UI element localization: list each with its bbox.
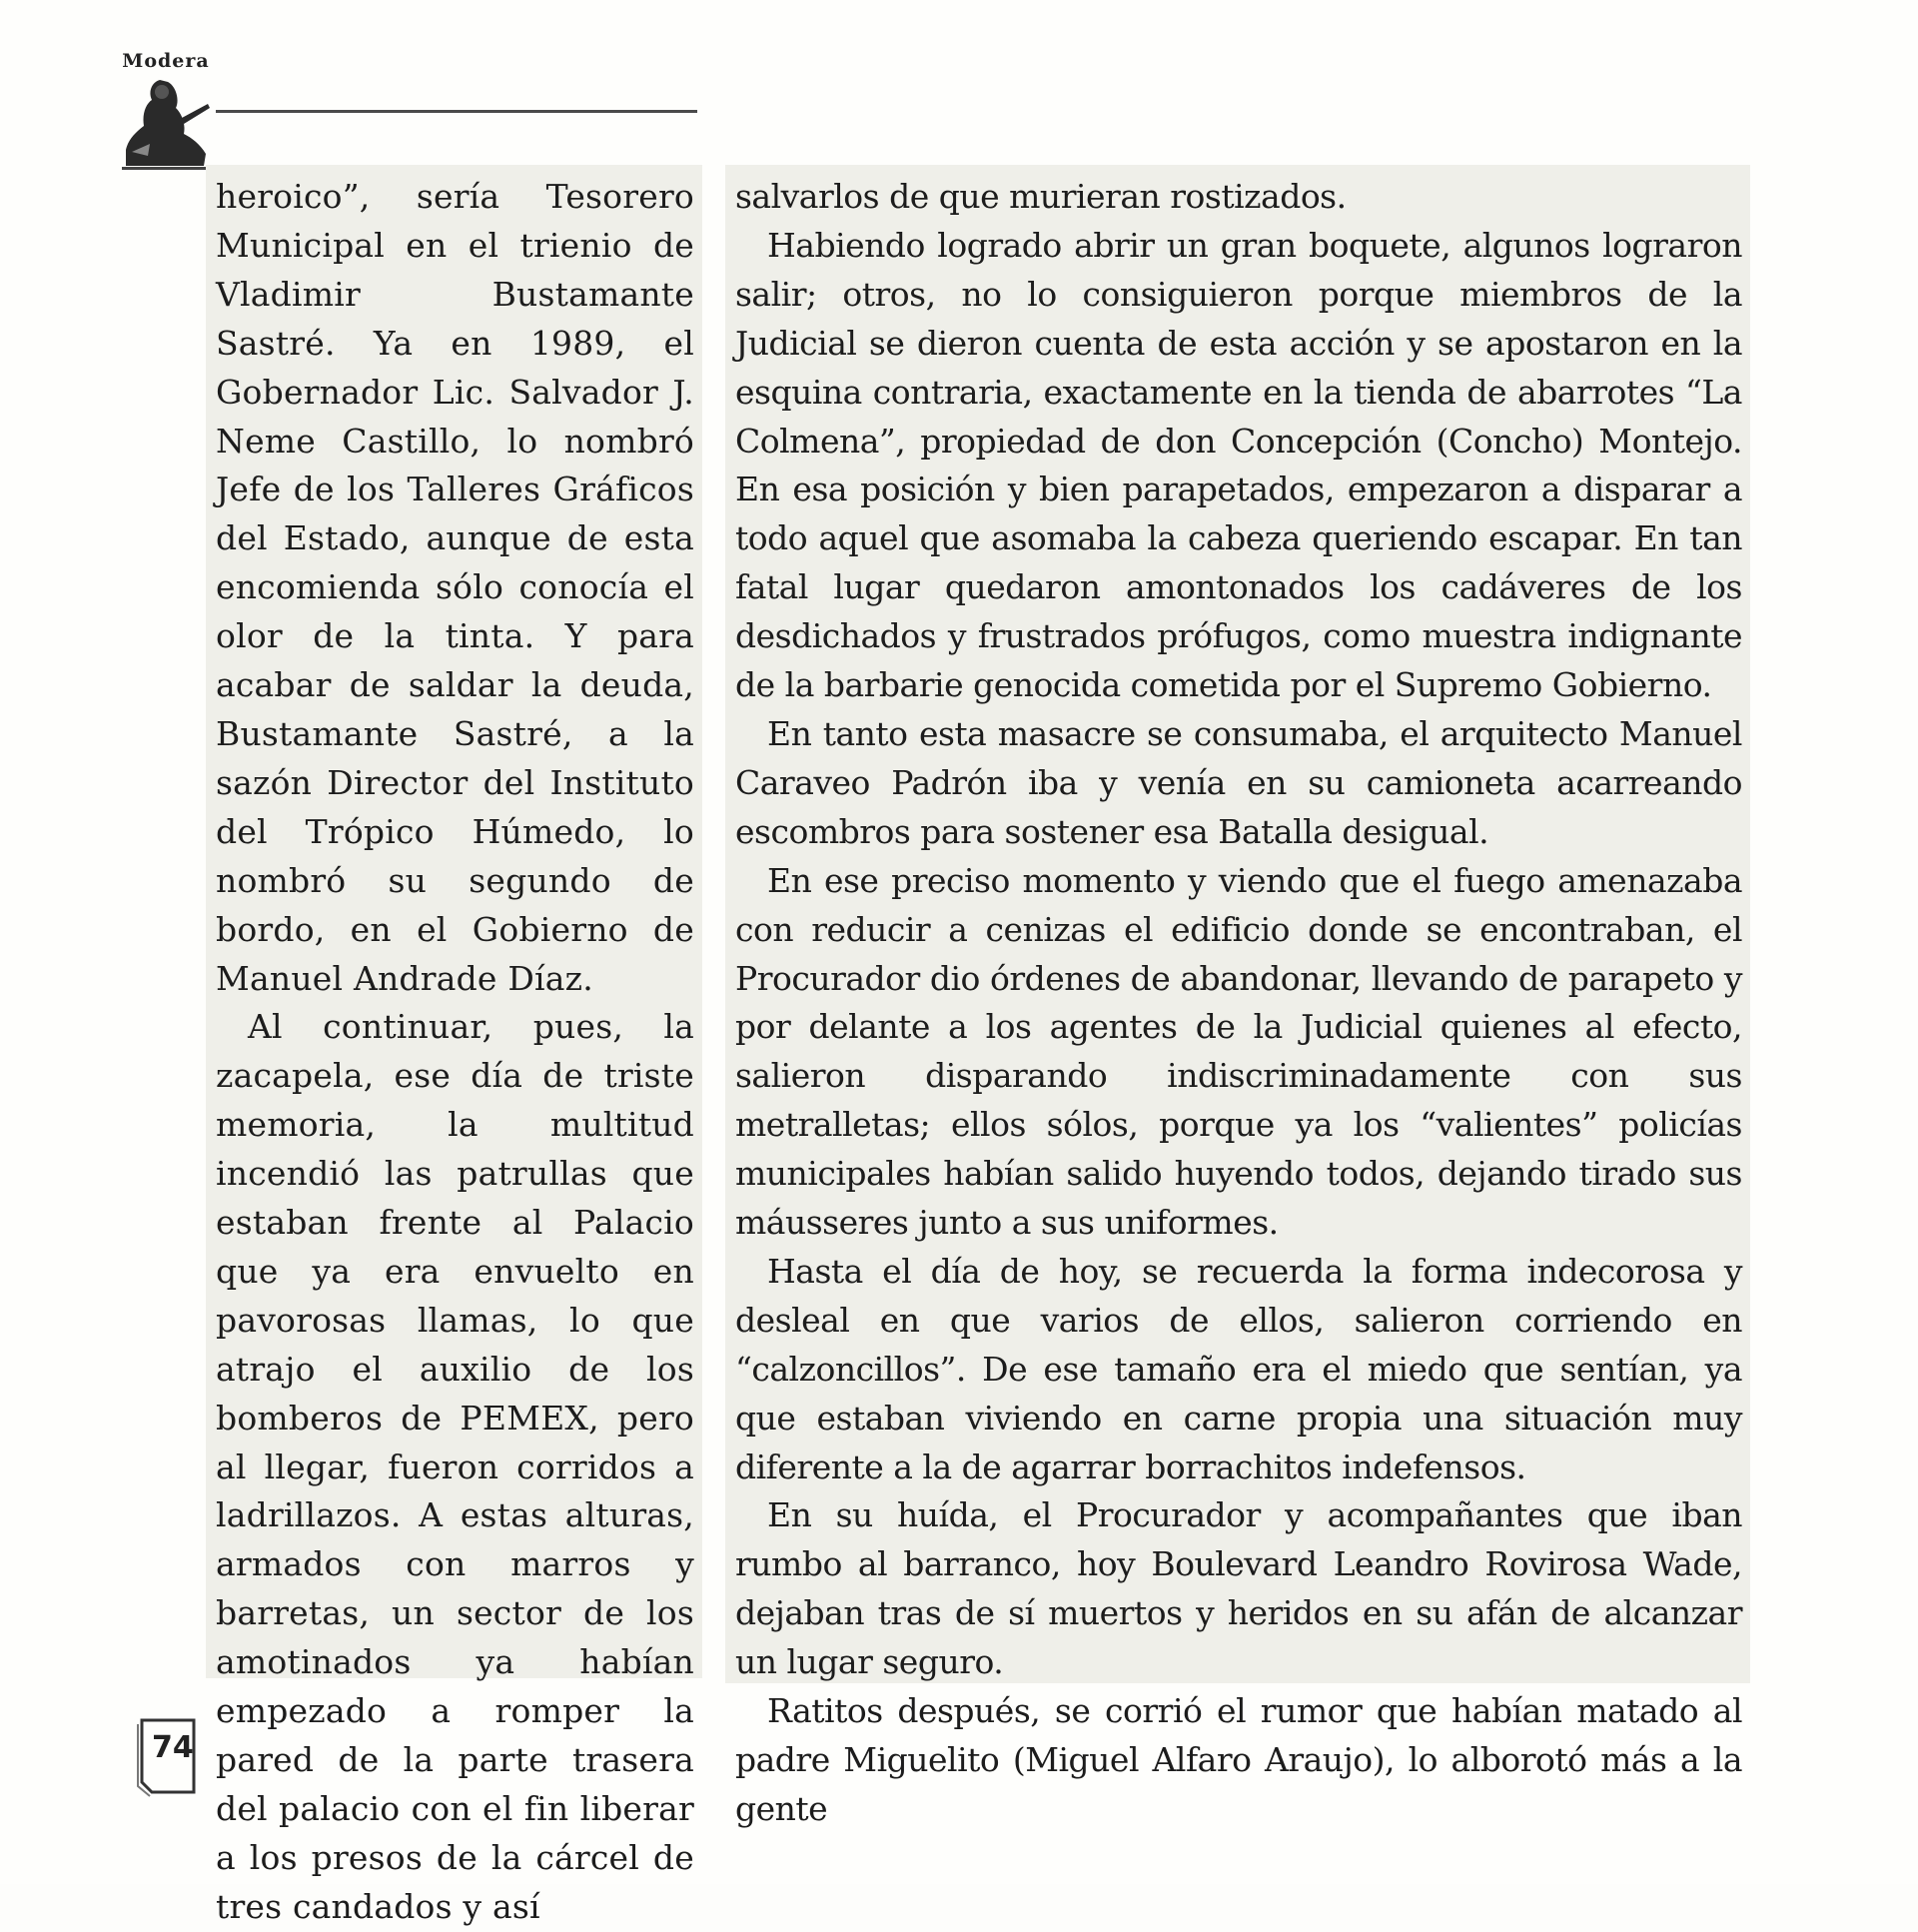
paragraph: heroico”, sería Tesorero Municipal en el trienio de Vladimir Bustamante Sastré. Ya en 1989, el Gobernador Lic. Salvador J. Neme Castillo, lo nombró Jefe de los Talleres Gráficos del Estado, aunque de esta encomienda sólo conocía el olor de la tinta. Y para acabar de saldar la deuda, Bustamante Sastré, a la sazón Director del Instituto del Trópico Húmedo, lo nombró su segundo de bordo, en el Gobierno de Manuel Andrade Díaz. [216, 177, 694, 998]
header-rule [216, 110, 697, 113]
paragraph: Ratitos después, se corrió el rumor que habían matado al padre Miguelito (Miguel Alfaro Araujo), lo alborotó más a la gente [735, 1691, 1742, 1828]
right-column-text [735, 173, 1742, 1828]
paragraph: Hasta el día de hoy, se recuerda la forma indecorosa y desleal en que varios de ellos, salieron corriendo en “calzoncillos”. De ese tamaño era el miedo que sentían, ya que estaban viviendo en carne propia una situación muy diferente a la de agarrar borrachitos indefensos. [735, 1251, 1742, 1486]
magazine-logo [122, 50, 210, 172]
paragraph: salvarlos de que murieran rostizados. [735, 177, 1347, 216]
paragraph: En tanto esta masacre se consumaba, el arquitecto Manuel Caraveo Padrón iba y venía en su camioneta acarreando escombros para sostener esa Batalla desigual. [735, 713, 1742, 851]
right-column [725, 165, 1750, 1828]
page-number-text: 74 [152, 1730, 194, 1765]
paragraph: En su huída, el Procurador y acompañantes que iban rumbo al barranco, hoy Boulevard Leandro Rovirosa Wade, dejaban tras de sí muertos y heridos en su afán de alcanzar un lugar seguro. [735, 1495, 1742, 1682]
logo-figure-icon [122, 74, 210, 172]
paragraph: Al continuar, pues, la zacapela, ese día de triste memoria, la multitud incendió las patrullas que estaban frente al Palacio que ya era envuelto en pavorosas llamas, lo que atrajo el auxilio de los bomberos de PEMEX, pero al llegar, fueron corridos a ladrillazos. A estas alturas, armados con marros y barretas, un sector de los amotinados ya habían empezado a romper la pared de la parte trasera del palacio con el fin liberar a los presos de la cárcel de tres candados y así [216, 1007, 694, 1926]
left-column-text [216, 173, 694, 1926]
paragraph: En ese preciso momento y viendo que el fuego amenazaba con reducir a cenizas el edificio donde se encontraban, el Procurador dio órdenes de abandonar, llevando de parapeto y por delante a los agentes de la Judicial quienes al efecto, salieron disparando indiscriminadamente con sus metralletas; ellos sólos, porque ya los “valientes” policías municipales habían salido huyendo todos, dejando tirado sus máusseres junto a sus uniformes. [735, 860, 1742, 1243]
logo-wordmark: Modera [122, 50, 210, 72]
left-column [206, 165, 702, 1926]
page-number [132, 1716, 198, 1796]
paragraph: Habiendo logrado abrir un gran boquete, algunos lograron salir; otros, no lo consiguieron porque miembros de la Judicial se dieron cuenta de esta acción y se apostaron en la esquina contraria, exactamente en la tienda de abarrotes “La Colmena”, propiedad de don Concepción (Concho) Montejo. En esa posición y bien parapetados, empezaron a disparar a todo aquel que asomaba la cabeza queriendo escapar. En tan fatal lugar quedaron amontonados los cadáveres de los desdichados y frustrados prófugos, como muestra indignante de la barbarie genocida cometida por el Supremo Gobierno. [735, 225, 1742, 705]
